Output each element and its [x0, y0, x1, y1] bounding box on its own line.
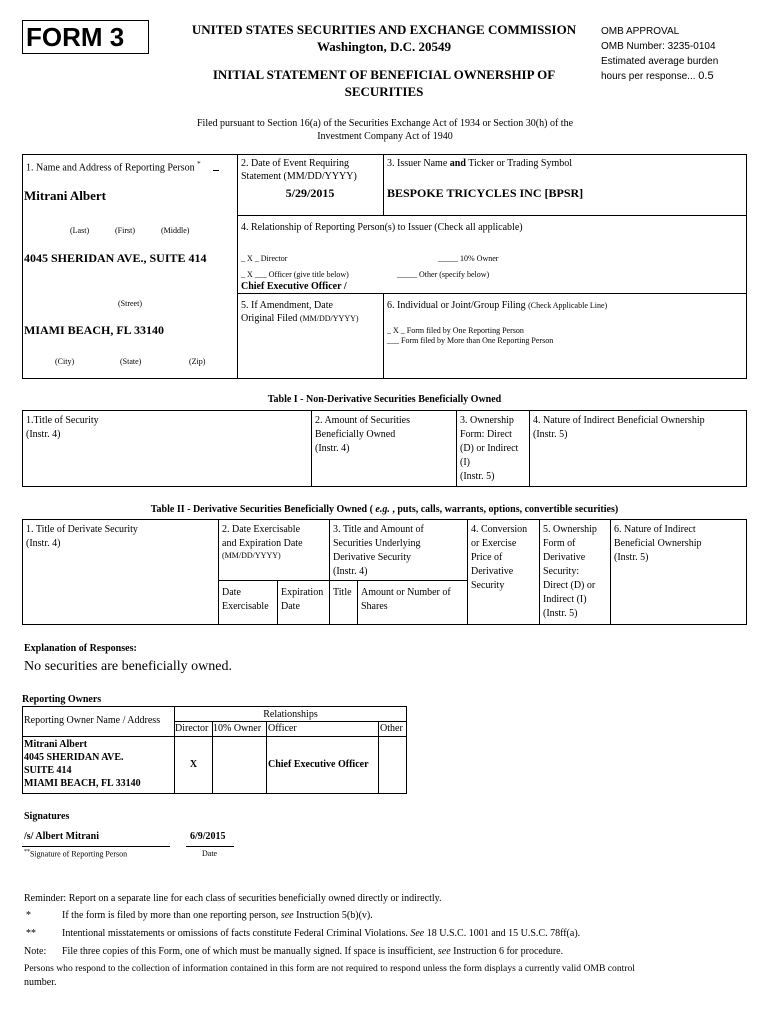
table2-col6 — [614, 523, 701, 565]
reporting-person-name: Mitrani Albert — [24, 188, 106, 203]
t1c3-l4: (I) — [460, 457, 470, 468]
t2c2-small: (MM/DD/YYYY) — [222, 551, 281, 560]
t1c3-l2: Form: Direct — [460, 429, 512, 440]
owners-col-name: Reporting Owner Name / Address — [24, 715, 161, 726]
table1-col3 — [460, 414, 518, 484]
omb-burden-1: Estimated average burden — [601, 56, 719, 67]
reporting-person-street: 4045 SHERIDAN AVE., SUITE 414 — [24, 251, 207, 265]
table2-sub-expiration — [281, 586, 323, 614]
t1c4-l2: (Instr. 5) — [533, 429, 568, 440]
table2-col4 — [471, 523, 527, 593]
label-street: (Street) — [118, 299, 142, 308]
agency-city: Washington, D.C. 20549 — [317, 39, 451, 54]
owners-col-other: Other — [380, 723, 403, 734]
signature-label — [24, 849, 127, 859]
table2-sub-date-exercisable — [222, 586, 269, 614]
reporting-person-city: MIAMI BEACH, FL 33140 — [24, 323, 165, 337]
t2-sub-amt-l2: Shares — [361, 601, 388, 612]
label-middle: (Middle) — [161, 226, 190, 235]
footer-note-mark: Note: — [24, 946, 47, 957]
t2c5-l5: Direct (D) or — [543, 580, 596, 591]
footer-star-see: see — [280, 910, 294, 921]
explanation-text: No securities are beneficially owned. — [24, 659, 232, 674]
omb-burden-value: 0.5 — [698, 70, 714, 82]
box3-label-pre: 3. Issuer Name — [387, 158, 450, 169]
owners-col-ten: 10% Owner — [213, 723, 262, 734]
footer-reminder: Reminder: Report on a separate line for each class of securities beneficially owned directly or indirectly. — [24, 893, 442, 904]
footer-note-post: Instruction 6 for procedure. — [450, 946, 564, 957]
box1-label — [26, 160, 201, 173]
footer-persons-2: number. — [24, 977, 57, 988]
box1-label-text: 1. Name and Address of Reporting Person — [26, 162, 195, 174]
omb-burden-label: hours per response... — [601, 71, 696, 82]
table1-col4 — [533, 414, 705, 442]
relationship-officer: _ X ___ Officer (give title below) — [241, 270, 349, 279]
t2c6-l3: (Instr. 5) — [614, 552, 649, 563]
table2-col1 — [26, 523, 138, 551]
signature-marker: ** — [24, 849, 30, 855]
table2-col2 — [222, 523, 303, 561]
t2c4-l5: Security — [471, 580, 505, 591]
t2c2-l2: and Expiration Date — [222, 538, 303, 549]
relationship-director: _ X _ Director — [241, 254, 288, 263]
t2c5-l1: 5. Ownership — [543, 524, 597, 535]
signature-value: /s/ Albert Mitrani — [24, 831, 99, 842]
omb-burden-2 — [601, 69, 718, 84]
box6-label — [387, 300, 607, 311]
signature-date: 6/9/2015 — [190, 831, 226, 842]
t2c4-l4: Derivative — [471, 566, 514, 577]
box3-label-post: Ticker or Trading Symbol — [465, 158, 573, 169]
footer-note-pre: File three copies of this Form, one of which must be manually signed. If space is insufficient, — [62, 946, 438, 957]
box5-label-1: 5. If Amendment, Date — [241, 300, 333, 311]
owners-col-officer: Officer — [268, 723, 297, 734]
t2-sub-de-l1: Date — [222, 587, 241, 598]
form-title-2: SECURITIES — [344, 84, 424, 99]
t1c3-l1: 3. Ownership — [460, 415, 514, 426]
box4-label: 4. Relationship of Reporting Person(s) to Issuer (Check all applicable) — [241, 222, 523, 233]
issuer-name: BESPOKE TRICYCLES INC [BPSR] — [387, 186, 584, 200]
t2c3-l2: Securities Underlying — [333, 538, 421, 549]
footer-dstar-post: 18 U.S.C. 1001 and 15 U.S.C. 78ff(a). — [424, 928, 581, 939]
t2-sub-amt-l1: Amount or Number of — [361, 587, 451, 598]
box6-label-small: (Check Applicable Line) — [528, 301, 608, 310]
owner-address-3: MIAMI BEACH, FL 33140 — [24, 778, 141, 789]
table2-col3 — [333, 523, 424, 579]
box1-underline — [213, 170, 219, 171]
t2-sub-exp-l1: Expiration — [281, 587, 324, 598]
t2c5-l7: (Instr. 5) — [543, 608, 578, 619]
footer-dstar-pre: Intentional misstatements or omissions of facts constitute Federal Criminal Violations. — [62, 928, 411, 939]
agency-name: UNITED STATES SECURITIES AND EXCHANGE COMMISSION — [191, 22, 577, 37]
t2c3-l4: (Instr. 4) — [333, 566, 368, 577]
owner-address-1: 4045 SHERIDAN AVE. — [24, 752, 124, 763]
footer-dstar-see: See — [410, 928, 425, 939]
table2-col5 — [543, 523, 597, 621]
box5-label-2-text: Original Filed — [241, 313, 298, 324]
table2-sub-title: Title — [333, 587, 352, 598]
t1c3-l3: (D) or Indirect — [460, 443, 519, 454]
t2c6-l1: 6. Nature of Indirect — [614, 524, 696, 535]
omb-approval: OMB APPROVAL — [601, 26, 680, 37]
table2-title-pre: Table II - Derivative Securities Beneficially Owned ( — [150, 504, 376, 515]
table1-title: Table I - Non-Derivative Securities Beneficially Owned — [267, 394, 502, 405]
t2c2-l1: 2. Date Exercisable — [222, 524, 301, 535]
t1c1-l1: 1.Title of Security — [26, 415, 99, 426]
box3-label — [387, 158, 572, 169]
omb-number: OMB Number: 3235-0104 — [601, 41, 716, 52]
signature-date-label: Date — [202, 849, 218, 858]
filing-one-person: _ X _ Form filed by One Reporting Person — [387, 326, 524, 335]
t2-sub-de-l2: Exercisable — [222, 601, 269, 612]
footer-dstar-text — [62, 928, 580, 939]
t2c1-l2: (Instr. 4) — [26, 538, 61, 549]
table1-col1 — [26, 414, 99, 442]
t2c6-l2: Beneficial Ownership — [614, 538, 702, 549]
event-date: 5/29/2015 — [285, 186, 335, 200]
filed-pursuant-1: Filed pursuant to Section 16(a) of the Securities Exchange Act of 1934 or Section 30(h) of the — [196, 118, 574, 129]
box2-label-2: Statement (MM/DD/YYYY) — [241, 171, 357, 182]
t2c3-l1: 3. Title and Amount of — [333, 524, 424, 535]
t1c2-l3: (Instr. 4) — [315, 443, 350, 454]
signatures-heading: Signatures — [24, 811, 70, 822]
owner-officer-title: Chief Executive Officer — [268, 759, 369, 770]
form-title-1: INITIAL STATEMENT OF BENEFICIAL OWNERSHIP OF — [212, 67, 556, 82]
owners-col-director: Director — [175, 723, 209, 734]
footer-persons-1: Persons who respond to the collection of information contained in this form are not required to respond unless the form displays a currently valid OMB control — [24, 963, 635, 974]
footer-note-see: see — [437, 946, 451, 957]
filing-more-persons: ___ Form filed by More than One Reporting Person — [387, 336, 554, 345]
filed-pursuant-2: Investment Company Act of 1940 — [317, 131, 453, 142]
box5-label-2 — [241, 313, 359, 324]
label-last: (Last) — [70, 226, 90, 235]
t1c2-l1: 2. Amount of Securities — [315, 415, 410, 426]
t2c4-l2: or Exercise — [471, 538, 517, 549]
box1-marker: * — [197, 160, 201, 168]
owner-address-2: SUITE 414 — [24, 765, 72, 776]
owner-director-mark: X — [189, 759, 198, 770]
box6-label-text: 6. Individual or Joint/Group Filing — [387, 300, 526, 311]
relationship-ten-percent: _____ 10% Owner — [438, 254, 499, 263]
label-state: (State) — [120, 357, 142, 366]
label-first: (First) — [115, 226, 135, 235]
footer-star-text — [62, 910, 373, 921]
footer-dstar-mark: ** — [26, 928, 36, 939]
t1c2-l2: Beneficially Owned — [315, 429, 396, 440]
table2-title — [22, 504, 747, 515]
label-city: (City) — [55, 357, 75, 366]
t2c3-l3: Derivative Security — [333, 552, 412, 563]
t2c4-l3: Price of — [471, 552, 503, 563]
footer-star-pre: If the form is filed by more than one reporting person, — [62, 910, 281, 921]
t2c5-l4: Security: — [543, 566, 580, 577]
footer-note-text — [62, 946, 563, 957]
table2-sub-amount — [361, 586, 451, 614]
owner-name-address — [24, 738, 141, 790]
table2-title-eg: e.g. — [375, 504, 390, 515]
table2-title-post: , puts, calls, warrants, options, convertible securities) — [389, 504, 619, 515]
form-label-box — [22, 20, 149, 54]
t2c5-l3: Derivative — [543, 552, 586, 563]
box5-label-2-small: (MM/DD/YYYY) — [299, 314, 359, 323]
t1c4-l1: 4. Nature of Indirect Beneficial Ownership — [533, 415, 705, 426]
t1c3-l5: (Instr. 5) — [460, 471, 495, 482]
t1c1-l2: (Instr. 4) — [26, 429, 61, 440]
label-zip: (Zip) — [189, 357, 206, 366]
form-label: FORM 3 — [26, 22, 125, 52]
box2-label-1: 2. Date of Event Requiring — [241, 158, 350, 169]
explanation-heading: Explanation of Responses: — [24, 643, 137, 654]
signature-label-text: Signature of Reporting Person — [30, 849, 128, 859]
box3-label-and: and — [449, 158, 466, 169]
owner-name: Mitrani Albert — [24, 739, 88, 750]
officer-title: Chief Executive Officer / — [241, 281, 347, 292]
relationship-other: _____ Other (specify below) — [397, 270, 490, 279]
table1-col2 — [315, 414, 410, 456]
omb-box — [601, 24, 718, 84]
footer-star-post: Instruction 5(b)(v). — [293, 910, 373, 921]
footer-star-mark: * — [26, 910, 31, 921]
t2c5-l2: Form of — [543, 538, 576, 549]
t2c1-l1: 1. Title of Derivate Security — [26, 524, 138, 535]
t2c5-l6: Indirect (I) — [543, 594, 587, 605]
owners-col-relationships: Relationships — [263, 709, 318, 720]
t2-sub-exp-l2: Date — [281, 601, 300, 612]
reporting-owners-heading: Reporting Owners — [22, 694, 102, 705]
t2c4-l1: 4. Conversion — [471, 524, 528, 535]
